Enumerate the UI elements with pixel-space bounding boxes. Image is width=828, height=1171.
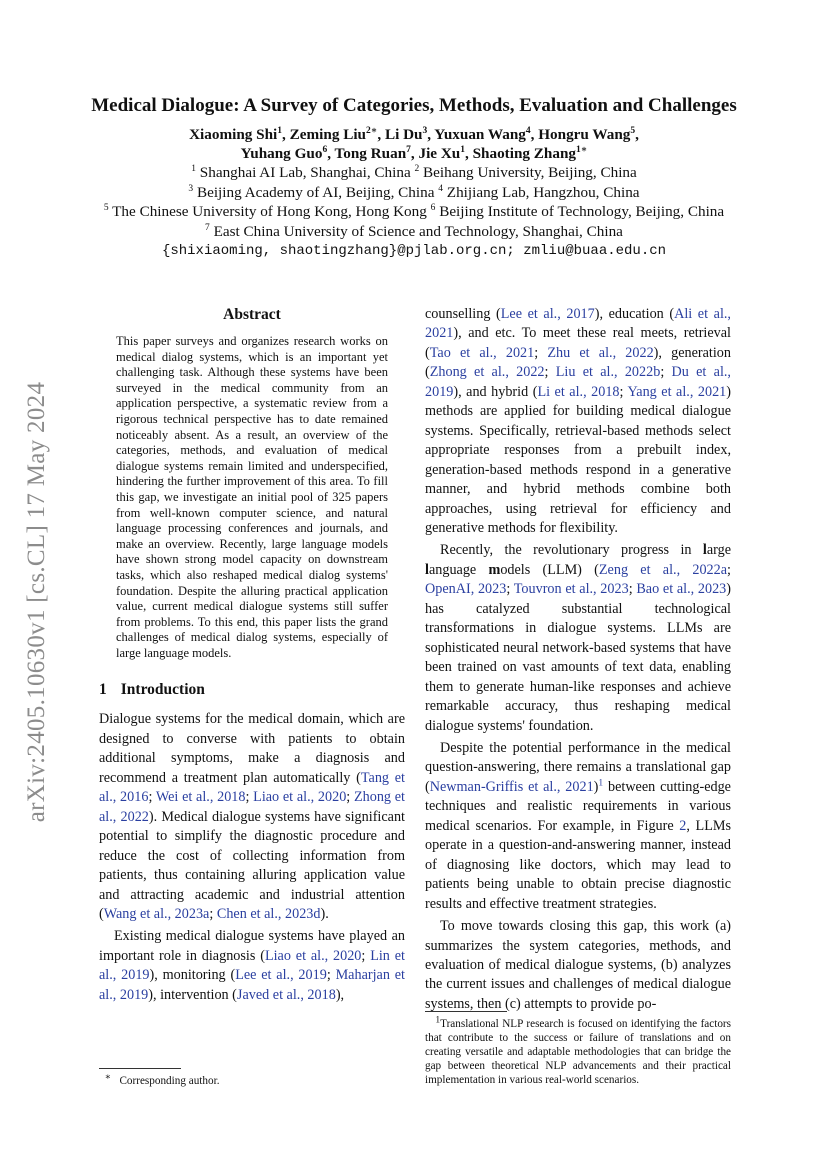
affil-mark: 1 bbox=[191, 163, 196, 174]
citation-link[interactable]: Tang et al., 2016 bbox=[99, 769, 405, 806]
text-run: ; bbox=[361, 947, 371, 964]
text-run: ), education ( bbox=[594, 306, 675, 322]
author-affil-mark: 4 bbox=[525, 125, 531, 136]
text-run: ; bbox=[660, 364, 672, 381]
arxiv-stamp-text: arXiv:2405.10630v1 [cs.CL] 17 May 2024 bbox=[23, 381, 50, 823]
text-run: ; bbox=[727, 561, 731, 578]
citation-link[interactable]: Javed et al., 2018 bbox=[236, 986, 336, 1003]
author-affil-mark: 5 bbox=[630, 125, 636, 136]
affiliation: Beihang University, Beijing, China bbox=[423, 164, 637, 181]
text-run: ; bbox=[148, 789, 156, 806]
citation-link[interactable]: Lin et al., 2019 bbox=[99, 947, 405, 984]
text-run: Despite the potential performance in the medical question-answering, there remains a translational gap ( bbox=[425, 739, 731, 795]
affiliation: Zhijiang Lab, Hangzhou, China bbox=[446, 183, 640, 201]
author-affil-mark: 1∗ bbox=[576, 144, 588, 155]
body-paragraph: To move towards closing this gap, this work (a) summarizes the system categories, methods, and evaluation of medical dialogue systems, (b) analyzes the current issues and challenges of medical dialogue systems, then (c) attempts to provide po- bbox=[425, 918, 731, 1012]
citation-link[interactable]: Tao et al., 2021 bbox=[429, 344, 535, 361]
affiliation-line bbox=[60, 183, 768, 203]
citation-link[interactable]: OpenAI, 2023 bbox=[425, 581, 507, 598]
text-run: ; bbox=[506, 581, 514, 598]
affil-mark: 4 bbox=[438, 183, 443, 194]
right-column bbox=[425, 305, 731, 1014]
footnote-ref-link[interactable]: 1 bbox=[598, 778, 604, 789]
body-paragraph bbox=[99, 710, 405, 924]
section-title: Introduction bbox=[120, 681, 205, 699]
bold-letter: m bbox=[488, 561, 501, 578]
citation-link[interactable]: Li et al., 2018 bbox=[537, 383, 620, 400]
affiliation-line bbox=[60, 163, 768, 183]
citation-link[interactable]: Lee et al., 2017 bbox=[500, 306, 595, 322]
text-run: ), bbox=[335, 986, 345, 1003]
author-name: Tong Ruan bbox=[334, 145, 407, 162]
citation-link[interactable]: Zhong et al., 2022 bbox=[429, 364, 545, 381]
affiliation-line bbox=[60, 222, 768, 242]
bold-letter: l bbox=[425, 561, 429, 578]
citation-link[interactable]: Zeng et al., 2022a bbox=[598, 561, 728, 578]
text-run: arge bbox=[706, 542, 731, 559]
affiliation: The Chinese University of Hong Kong, Hong Kong bbox=[112, 203, 427, 220]
text-run: ; bbox=[326, 967, 336, 984]
text-run: ; bbox=[209, 906, 217, 922]
text-run: odels (LLM) ( bbox=[500, 561, 599, 578]
footnote-mark: 1 bbox=[435, 1015, 441, 1026]
text-run: ) bbox=[593, 778, 599, 795]
footnote-mark: ∗ bbox=[104, 1072, 112, 1083]
text-run: ; bbox=[534, 344, 548, 361]
footnote-text bbox=[425, 1017, 731, 1087]
text-run: ), generation ( bbox=[425, 344, 731, 381]
footnote-text bbox=[99, 1074, 405, 1088]
author-affil-mark: 7 bbox=[406, 144, 411, 155]
author-name: Yuhang Guo bbox=[240, 145, 323, 162]
citation-link[interactable]: Touvron et al., 2023 bbox=[513, 581, 629, 598]
text-run: ) has catalyzed substantial technological transformations in dialogue systems. LLMs are sophisticated neural network-based systems that have been trained on vast amounts of text data, enabling them to generate human-like responses and achieve remarkable accuracy, thus reshaping medical dialogue systems' foundation. bbox=[425, 581, 731, 734]
text-run: Dialogue systems for the medical domain, which are designed to converse with patients to obtain additional symptoms, make a diagnosis and recommend a treatment plan automatically ( bbox=[99, 711, 405, 786]
affil-mark: 7 bbox=[205, 222, 210, 233]
body-paragraph bbox=[425, 541, 731, 736]
citation-link[interactable]: Ali et al., 2021 bbox=[425, 306, 731, 342]
author-name: Zeming Liu bbox=[289, 126, 367, 143]
text-run: Existing medical dialogue systems have played an important role in diagnosis ( bbox=[99, 928, 405, 964]
text-run: ; bbox=[245, 789, 254, 806]
footnote-rule bbox=[99, 1068, 181, 1069]
citation-link[interactable]: Chen et al., 2023d bbox=[216, 906, 321, 922]
footnote-translational bbox=[425, 1000, 731, 1087]
text-run: ), monitoring ( bbox=[149, 967, 236, 984]
citation-link[interactable]: Liao et al., 2020 bbox=[253, 789, 347, 806]
left-column bbox=[99, 305, 405, 1005]
citation-link[interactable]: Liao et al., 2020 bbox=[264, 947, 362, 964]
author-name: Yuxuan Wang bbox=[434, 126, 526, 143]
body-paragraph bbox=[425, 739, 731, 914]
affil-mark: 3 bbox=[188, 183, 194, 194]
footnote-body: Corresponding author. bbox=[119, 1075, 220, 1087]
affil-mark: 5 bbox=[103, 202, 109, 213]
author-affil-mark: 3 bbox=[422, 125, 428, 136]
affil-mark: 6 bbox=[430, 202, 436, 213]
text-run: anguage bbox=[428, 561, 489, 578]
affiliation: Shanghai AI Lab, Shanghai, China bbox=[199, 164, 411, 181]
text-run: , LLMs operate in a question-and-answering manner, instead of diagnosing like doctors, which may lead to patients being unable to obtain precise diagnostic results and effective treatment strategies. bbox=[425, 817, 731, 912]
text-run: ) methods are applied for building medical dialogue systems. Specifically, retrieval-based methods select appropriate responses from a prebuilt index, generation-based methods respond in a generative manner, and hybrid methods combine both approaches, using retrieval for efficiency and generative methods for flexibility. bbox=[425, 383, 731, 536]
citation-link[interactable]: Lee et al., 2019 bbox=[235, 967, 327, 984]
text-run: ; bbox=[346, 789, 354, 806]
author-affil-mark: 1 bbox=[277, 125, 283, 136]
author-name: Jie Xu bbox=[418, 145, 461, 162]
body-paragraph bbox=[99, 927, 405, 1005]
citation-link[interactable]: Yang et al., 2021 bbox=[627, 383, 727, 400]
citation-link[interactable]: Zhong et al., 2022 bbox=[99, 789, 405, 825]
text-run: counselling ( bbox=[425, 306, 501, 322]
contact-emails: {shixiaoming, shaotingzhang}@pjlab.org.cn; zmliu@buaa.edu.cn bbox=[161, 243, 667, 259]
text-run: ). bbox=[320, 906, 329, 922]
author-affil-mark: 1 bbox=[460, 144, 465, 155]
abstract-heading: Abstract bbox=[223, 306, 281, 323]
author-name: Li Du bbox=[384, 126, 423, 143]
section-number: 1 bbox=[99, 681, 107, 699]
author-name: Xiaoming Shi bbox=[189, 126, 278, 143]
affiliation: East China University of Science and Technology, Shanghai, China bbox=[213, 222, 623, 240]
text-run: ; bbox=[619, 383, 628, 400]
citation-link[interactable]: Maharjan et al., 2019 bbox=[99, 967, 405, 1003]
citation-link[interactable]: Newman-Griffis et al., 2021 bbox=[429, 778, 594, 795]
text-run: ). Medical dialogue systems have significant potential to simplify the diagnostic procedure and reduce the cost of collecting information from patients, thus containing alluring application value and attracting academic and industrial attention ( bbox=[99, 808, 405, 922]
text-run: ), intervention ( bbox=[148, 986, 237, 1003]
bold-letter: l bbox=[702, 542, 707, 559]
citation-link[interactable]: Du et al., 2019 bbox=[425, 364, 731, 400]
citation-link[interactable]: Bao et al., 2023 bbox=[636, 581, 727, 598]
body-paragraph bbox=[425, 305, 731, 538]
citation-link[interactable]: Wang et al., 2023a bbox=[103, 906, 210, 922]
figure-ref-link[interactable]: 2 bbox=[679, 817, 687, 834]
affil-mark: 2 bbox=[414, 163, 420, 174]
abstract-text: This paper surveys and organizes research works on medical dialog systems, which is an important yet challenging task. Although these systems have been surveyed in the medical community from an application perspective, a systematic review from a rigorous technical perspective has to date remained noticeably absent. As a result, an overview of the categories, methods, and evaluation of medical dialogue systems remain limited and underspecified, hindering the further improvement of this area. To fill this gap, we investigate an initial pool of 325 papers from well-known computer science, and natural language processing conferences and journals, and make an overview. Recently, large language models have shown strong model capacity on downstream tasks, which also reshaped medical dialog systems' foundation. Despite the alluring practical application value, current medical dialogue systems still suffer from problems. To this end, this paper lists the grand challenges of medical dialog systems, especially of large language models. bbox=[116, 334, 388, 660]
citation-link[interactable]: Liu et al., 2022b bbox=[555, 364, 661, 381]
author-list: Xiaoming Shi$^1$, Zeming Liu$^{2∗}$, Li Du$^3$, Yuxuan Wang$^4$, Hongru Wang$^5$, Yuhang Guo$^6$, Tong Ruan$^7$, Jie Xu$^1$, Shaoting Zhang$^{1∗}$ bbox=[189, 125, 639, 162]
text-run: between cutting-edge techniques and realistic requirements in various medical scenarios. For example, in Figure bbox=[425, 778, 731, 834]
paper-header bbox=[60, 94, 768, 261]
footnote-corresponding bbox=[99, 1057, 405, 1088]
text-run: ), and etc. To meet these real meets, retrieval ( bbox=[425, 325, 731, 361]
text-run: Recently, the revolutionary progress in bbox=[440, 542, 703, 559]
affiliation-line bbox=[60, 202, 768, 222]
citation-link[interactable]: Wei et al., 2018 bbox=[155, 789, 246, 806]
text-run: ; bbox=[628, 581, 637, 598]
affiliation: Beijing Institute of Technology, Beijing, China bbox=[439, 203, 725, 220]
paper-title: Medical Dialogue: A Survey of Categories, Methods, Evaluation and Challenges bbox=[91, 95, 737, 116]
affiliation: Beijing Academy of AI, Beijing, China bbox=[196, 183, 435, 201]
text-run: ), and hybrid ( bbox=[453, 383, 538, 400]
arxiv-identifier-stamp bbox=[22, 357, 52, 847]
author-name: Hongru Wang bbox=[538, 126, 631, 143]
section-heading bbox=[99, 680, 405, 700]
footnote-rule bbox=[425, 1011, 507, 1012]
footnote-body: Translational NLP research is focused on identifying the factors that contribute to the success or failure of translations and on creating versatile and adaptable methodologies that can bridge the gap between theoretical NLP advancements and their practical implementation in various real-world scenarios. bbox=[425, 1018, 732, 1086]
author-name: Shaoting Zhang bbox=[472, 145, 576, 162]
text-run: ; bbox=[544, 364, 556, 381]
citation-link[interactable]: Zhu et al., 2022 bbox=[547, 344, 654, 361]
author-affil-mark: 6 bbox=[322, 144, 328, 155]
author-affil-mark: 2∗ bbox=[366, 125, 378, 136]
